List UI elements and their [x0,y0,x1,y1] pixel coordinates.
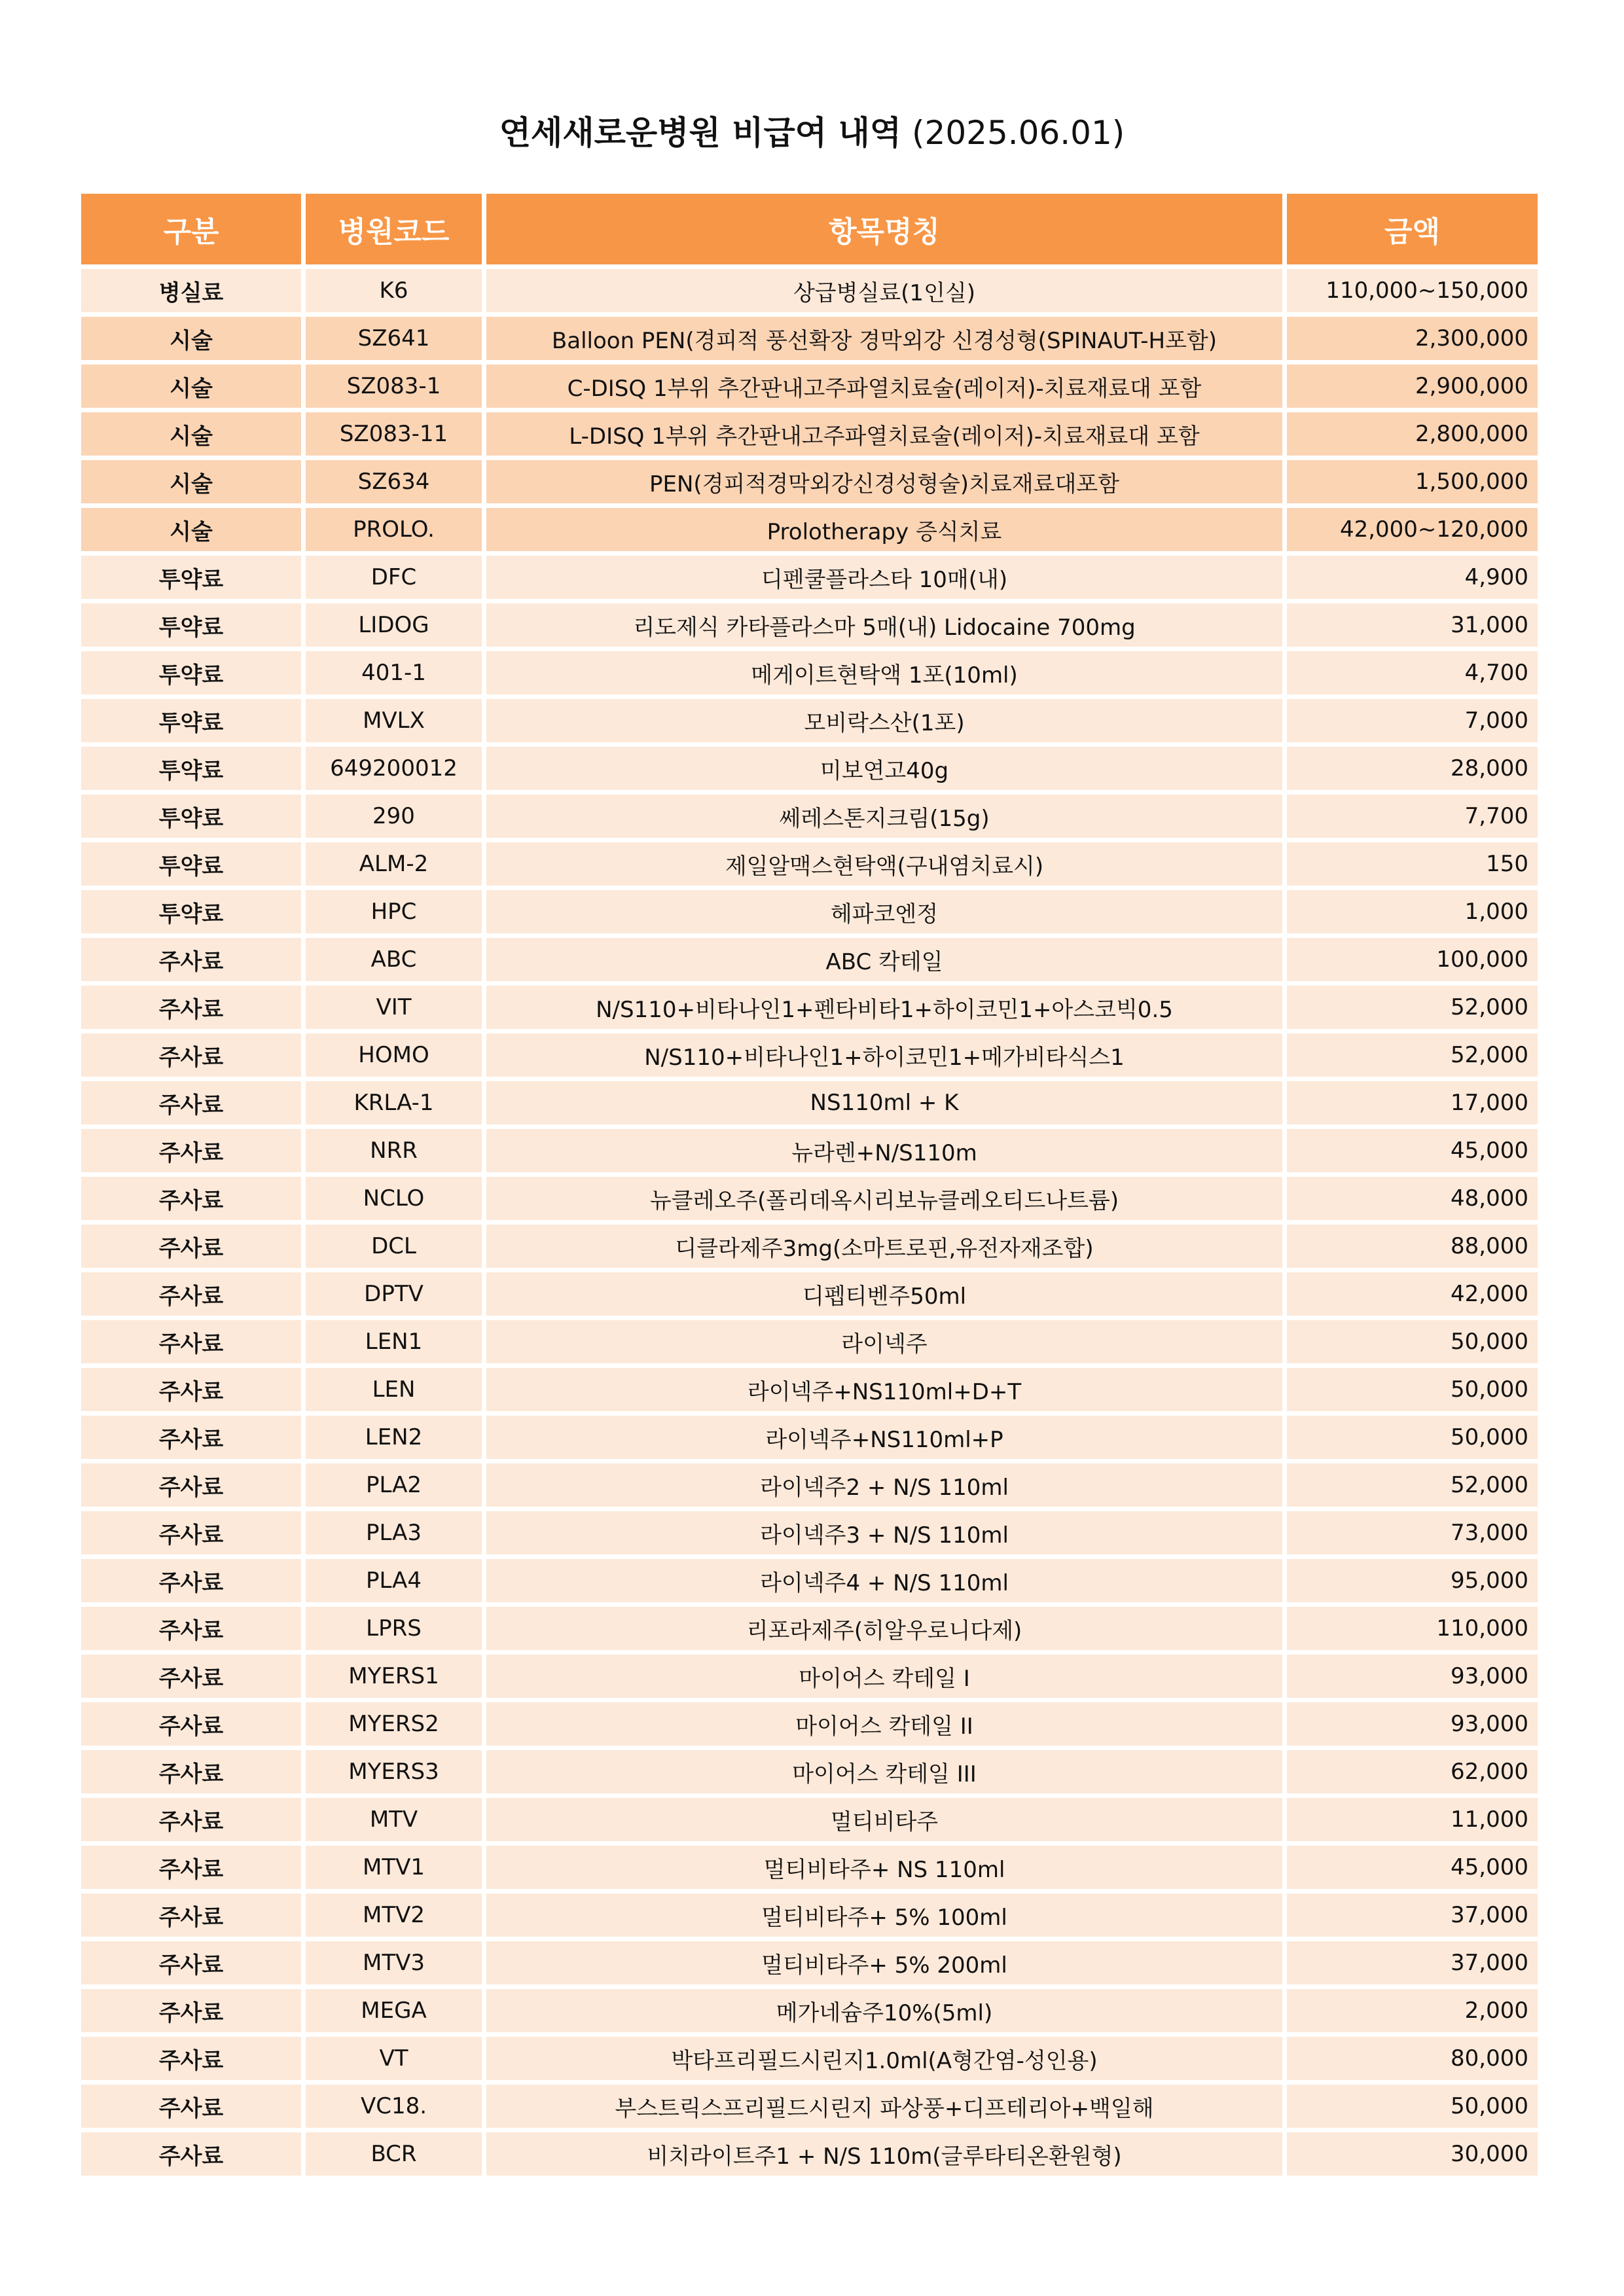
cell-code: 401-1 [306,651,482,694]
table-row [81,1416,1538,1459]
table-row [81,2037,1538,2080]
cell-category: 주사료 [81,938,301,981]
cell-amount: 42,000 [1287,1272,1538,1316]
cell-code: DPTV [306,1272,482,1316]
table-row [81,1893,1538,1937]
cell-item: 부스트릭스프리필드시린지 파상풍+디프테리아+백일해 [486,2085,1282,2128]
cell-code: VC18. [306,2085,482,2128]
table-row [81,1750,1538,1793]
cell-item: 마이어스 칵테일 III [486,1750,1282,1793]
cell-item: 박타프리필드시린지1.0ml(A형간염-성인용) [486,2037,1282,2080]
cell-amount: 110,000 [1287,1607,1538,1650]
cell-code: LPRS [306,1607,482,1650]
cell-amount: 7,000 [1287,699,1538,742]
cell-code: SZ641 [306,317,482,360]
cell-item: 미보연고40g [486,747,1282,790]
cell-code: KRLA-1 [306,1081,482,1124]
cell-code: ABC [306,938,482,981]
cell-item: L-DISQ 1부위 추간판내고주파열치료술(레이저)-치료재료대 포함 [486,412,1282,456]
table-row [81,986,1538,1029]
table-row [81,603,1538,647]
title-main: 연세새로운병원 비급여 내역 [499,114,902,152]
cell-code: ALM-2 [306,842,482,886]
cell-code: SZ083-1 [306,365,482,408]
cell-code: MYERS1 [306,1655,482,1698]
cell-amount: 73,000 [1287,1511,1538,1554]
cell-item: 라이넥주3 + N/S 110ml [486,1511,1282,1554]
cell-item: N/S110+비타나인1+하이코민1+메가비타식스1 [486,1033,1282,1077]
cell-amount: 30,000 [1287,2132,1538,2176]
table-row [81,1989,1538,2032]
header-item: 항목명칭 [486,194,1282,264]
cell-item: NS110ml + K [486,1081,1282,1124]
table-row [81,938,1538,981]
cell-code: MEGA [306,1989,482,2032]
table-row [81,1081,1538,1124]
cell-category: 투약료 [81,842,301,886]
cell-item: 제일알맥스현탁액(구내염치료시) [486,842,1282,886]
cell-category: 투약료 [81,556,301,599]
header-code: 병원코드 [306,194,482,264]
cell-category: 주사료 [81,1177,301,1220]
cell-item: 리도제식 카타플라스마 5매(내) Lidocaine 700mg [486,603,1282,647]
cell-amount: 100,000 [1287,938,1538,981]
table-row [81,2132,1538,2176]
table-row [81,1702,1538,1746]
cell-code: LEN [306,1368,482,1411]
cell-amount: 11,000 [1287,1798,1538,1841]
cell-category: 병실료 [81,269,301,312]
cell-item: 라이넥주2 + N/S 110ml [486,1463,1282,1507]
cell-code: NRR [306,1129,482,1172]
table-row [81,365,1538,408]
cell-code: PLA2 [306,1463,482,1507]
cell-category: 투약료 [81,795,301,838]
cell-item: 뉴클레오주(폴리데옥시리보뉴클레오티드나트륨) [486,1177,1282,1220]
cell-category: 주사료 [81,1368,301,1411]
cell-item: 헤파코엔정 [486,890,1282,933]
cell-code: 290 [306,795,482,838]
cell-item: N/S110+비타나인1+펜타비타1+하이코민1+아스코빅0.5 [486,986,1282,1029]
table-row [81,1177,1538,1220]
cell-item: 뉴라렌+N/S110m [486,1129,1282,1172]
cell-category: 주사료 [81,1798,301,1841]
table-row [81,1798,1538,1841]
cell-amount: 2,800,000 [1287,412,1538,456]
cell-category: 주사료 [81,1416,301,1459]
cell-code: MTV1 [306,1846,482,1889]
title-date: (2025.06.01) [912,114,1125,152]
cell-item: PEN(경피적경막외강신경성형술)치료재료대포함 [486,460,1282,503]
cell-code: MTV [306,1798,482,1841]
cell-item: 라이넥주4 + N/S 110ml [486,1559,1282,1602]
cell-category: 주사료 [81,1272,301,1316]
cell-amount: 88,000 [1287,1225,1538,1268]
cell-amount: 50,000 [1287,1320,1538,1363]
cell-category: 주사료 [81,1893,301,1937]
cell-code: DFC [306,556,482,599]
header-amount: 금액 [1287,194,1538,264]
cell-code: PLA3 [306,1511,482,1554]
cell-amount: 52,000 [1287,1463,1538,1507]
cell-amount: 50,000 [1287,1368,1538,1411]
cell-category: 주사료 [81,1129,301,1172]
cell-category: 투약료 [81,890,301,933]
table-row [81,1463,1538,1507]
cell-category: 주사료 [81,1607,301,1650]
header-category: 구분 [81,194,301,264]
cell-category: 시술 [81,365,301,408]
table-row [81,1941,1538,1984]
cell-amount: 62,000 [1287,1750,1538,1793]
cell-category: 투약료 [81,603,301,647]
cell-item: 라이넥주+NS110ml+P [486,1416,1282,1459]
cell-amount: 80,000 [1287,2037,1538,2080]
cell-code: LEN1 [306,1320,482,1363]
cell-item: 상급병실료(1인실) [486,269,1282,312]
cell-amount: 42,000~120,000 [1287,508,1538,551]
table-row [81,795,1538,838]
cell-code: SZ634 [306,460,482,503]
cell-category: 시술 [81,317,301,360]
cell-amount: 2,900,000 [1287,365,1538,408]
cell-category: 주사료 [81,1225,301,1268]
table-row [81,842,1538,886]
table-row [81,412,1538,456]
cell-item: 라이넥주 [486,1320,1282,1363]
table-row [81,2085,1538,2128]
fee-table [77,189,1542,2180]
cell-code: VIT [306,986,482,1029]
cell-category: 주사료 [81,1989,301,2032]
cell-amount: 7,700 [1287,795,1538,838]
cell-category: 주사료 [81,1846,301,1889]
cell-code: SZ083-11 [306,412,482,456]
cell-category: 주사료 [81,986,301,1029]
table-row [81,890,1538,933]
cell-amount: 95,000 [1287,1559,1538,1602]
cell-amount: 31,000 [1287,603,1538,647]
cell-amount: 28,000 [1287,747,1538,790]
cell-item: Prolotherapy 증식치료 [486,508,1282,551]
cell-code: LEN2 [306,1416,482,1459]
cell-amount: 110,000~150,000 [1287,269,1538,312]
cell-amount: 45,000 [1287,1846,1538,1889]
cell-item: 리포라제주(히알우로니다제) [486,1607,1282,1650]
cell-item: 마이어스 칵테일 I [486,1655,1282,1698]
cell-amount: 52,000 [1287,986,1538,1029]
cell-category: 주사료 [81,1702,301,1746]
table-row [81,651,1538,694]
cell-item: C-DISQ 1부위 추간판내고주파열치료술(레이저)-치료재료대 포함 [486,365,1282,408]
page-title [0,110,1624,156]
cell-code: MYERS3 [306,1750,482,1793]
table-row [81,1272,1538,1316]
table-row [81,747,1538,790]
cell-item: ABC 칵테일 [486,938,1282,981]
table-row [81,1846,1538,1889]
cell-code: NCLO [306,1177,482,1220]
cell-category: 주사료 [81,1320,301,1363]
table-row [81,1033,1538,1077]
table-header-row [81,194,1538,264]
cell-category: 주사료 [81,2132,301,2176]
cell-code: HPC [306,890,482,933]
cell-item: 메게이트현탁액 1포(10ml) [486,651,1282,694]
cell-category: 투약료 [81,651,301,694]
cell-item: 디펜쿨플라스타 10매(내) [486,556,1282,599]
table-row [81,1511,1538,1554]
cell-code: PROLO. [306,508,482,551]
table-row [81,269,1538,312]
table-row [81,1225,1538,1268]
cell-category: 주사료 [81,2085,301,2128]
cell-item: Balloon PEN(경피적 풍선확장 경막외강 신경성형(SPINAUT-H포함) [486,317,1282,360]
cell-code: LIDOG [306,603,482,647]
cell-item: 멀티비타주+ 5% 200ml [486,1941,1282,1984]
cell-amount: 17,000 [1287,1081,1538,1124]
cell-category: 투약료 [81,747,301,790]
cell-category: 주사료 [81,1750,301,1793]
table-row [81,699,1538,742]
cell-code: VT [306,2037,482,2080]
cell-item: 라이넥주+NS110ml+D+T [486,1368,1282,1411]
cell-category: 주사료 [81,1559,301,1602]
cell-category: 시술 [81,412,301,456]
table-row [81,1559,1538,1602]
cell-category: 주사료 [81,2037,301,2080]
cell-amount: 45,000 [1287,1129,1538,1172]
cell-amount: 50,000 [1287,2085,1538,2128]
cell-code: BCR [306,2132,482,2176]
cell-item: 모비락스산(1포) [486,699,1282,742]
cell-amount: 1,500,000 [1287,460,1538,503]
cell-category: 주사료 [81,1033,301,1077]
cell-category: 시술 [81,508,301,551]
cell-code: MYERS2 [306,1702,482,1746]
table-row [81,1655,1538,1698]
cell-amount: 93,000 [1287,1702,1538,1746]
cell-code: DCL [306,1225,482,1268]
cell-code: HOMO [306,1033,482,1077]
cell-amount: 2,300,000 [1287,317,1538,360]
cell-amount: 52,000 [1287,1033,1538,1077]
cell-category: 주사료 [81,1081,301,1124]
cell-amount: 4,700 [1287,651,1538,694]
cell-amount: 48,000 [1287,1177,1538,1220]
table-row [81,1368,1538,1411]
cell-item: 멀티비타주+ 5% 100ml [486,1893,1282,1937]
table-row [81,1129,1538,1172]
cell-category: 시술 [81,460,301,503]
cell-amount: 1,000 [1287,890,1538,933]
cell-code: K6 [306,269,482,312]
cell-code: PLA4 [306,1559,482,1602]
cell-amount: 2,000 [1287,1989,1538,2032]
cell-code: MVLX [306,699,482,742]
table-row [81,1607,1538,1650]
cell-amount: 37,000 [1287,1893,1538,1937]
cell-item: 멀티비타주+ NS 110ml [486,1846,1282,1889]
cell-category: 주사료 [81,1463,301,1507]
cell-amount: 93,000 [1287,1655,1538,1698]
cell-category: 주사료 [81,1941,301,1984]
cell-item: 디펩티벤주50ml [486,1272,1282,1316]
cell-code: MTV2 [306,1893,482,1937]
cell-item: 디클라제주3mg(소마트로핀,유전자재조합) [486,1225,1282,1268]
cell-category: 주사료 [81,1511,301,1554]
cell-amount: 37,000 [1287,1941,1538,1984]
cell-amount: 150 [1287,842,1538,886]
table-row [81,508,1538,551]
cell-item: 비치라이트주1 + N/S 110m(글루타티온환원형) [486,2132,1282,2176]
cell-category: 주사료 [81,1655,301,1698]
table-row [81,460,1538,503]
cell-item: 메가네슘주10%(5ml) [486,1989,1282,2032]
cell-category: 투약료 [81,699,301,742]
cell-amount: 50,000 [1287,1416,1538,1459]
table-row [81,556,1538,599]
cell-code: MTV3 [306,1941,482,1984]
table-row [81,317,1538,360]
cell-item: 마이어스 칵테일 II [486,1702,1282,1746]
table-body [81,269,1538,2176]
cell-code: 649200012 [306,747,482,790]
cell-amount: 4,900 [1287,556,1538,599]
table-row [81,1320,1538,1363]
cell-item: 쎄레스톤지크림(15g) [486,795,1282,838]
cell-item: 멀티비타주 [486,1798,1282,1841]
